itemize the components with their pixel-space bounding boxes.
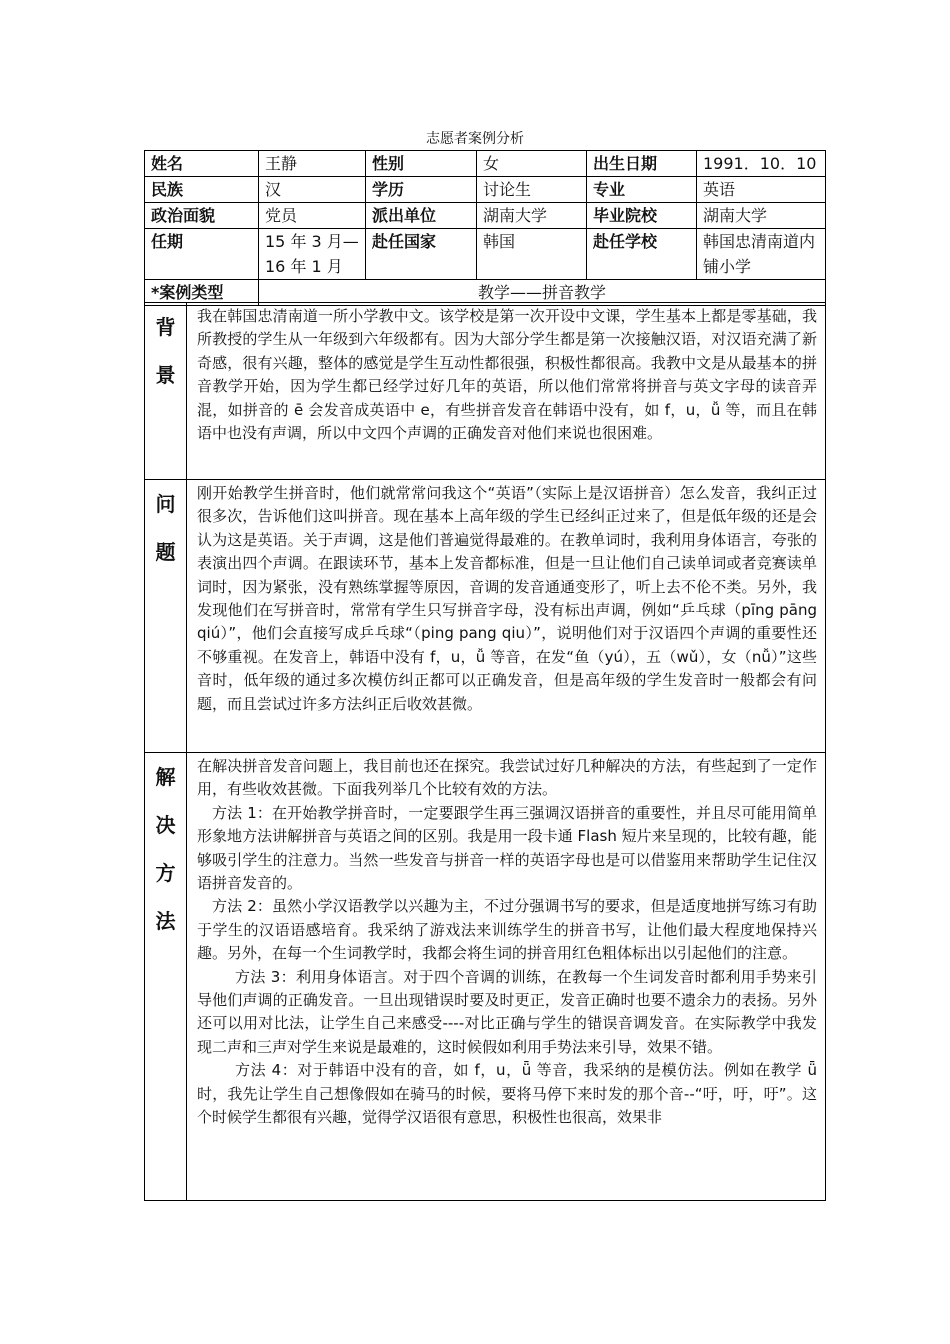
dob-value: 1991．10．10 xyxy=(697,151,826,177)
education-value: 讨论生 xyxy=(477,177,587,203)
education-label: 学历 xyxy=(366,177,477,203)
problem-heading xyxy=(145,480,187,753)
problem-paragraph: 刚开始教学生拼音时，他们就常常问我这个“英语”（实际上是汉语拼音）怎么发音，我纠正过很多次，告诉他们这叫拼音。现在基本上高年级的学生已经纠正过来了，但是低年级的还是会认为这是英语。关于声调，这是他们普遍觉得最难的。在教单词时，我利用身体语言，夸张的表演出四个声调。在跟读环节，基本上发音都标准，但是一旦让他们自己读单词或者竞赛读单词时，因为紧张，没有熟练掌握等原因，音调的发音通通变形了，听上去不伦不类。另外，我发现他们在写拼音时，常常有学生只写拼音字母，没有标出声调，例如“乒乓球（pīng pāng qiú）”，他们会直接写成乒乓球“（ping pang qiu）”，说明他们对于汉语四个声调的重要性还不够重视。在发音上，韩语中没有 f，u，ǚ 等音，在发“鱼（yú），五（wǔ），女（nǚ）”这些音时，低年级的通过多次模仿纠正都可以正确发音，但是高年级的学生发音时一般都会有问题，而且尝试过许多方法纠正后收效甚微。 xyxy=(197,484,817,713)
problem-text xyxy=(187,480,826,753)
dispatch-label: 派出单位 xyxy=(366,203,477,229)
background-paragraph: 我在韩国忠清南道一所小学教中文。该学校是第一次开设中文课，学生基本上都是零基础，我所教授的学生从一年级到六年级都有。因为大部分学生都是第一次接触汉语，对汉语充满了新奇感，很有兴趣，整体的感觉是学生互动性都很强，积极性都很高。我教中文是从最基本的拼音教学开始，因为学生都已经学过好几年的英语，所以他们常常将拼音与英文字母的读音弄混，如拼音的 ē 会发音成英语中 e，有些拼音发音在韩语中没有，如 f，u，ǚ 等，而且在韩语中也没有声调，所以中文四个声调的正确发音对他们来说也很困难。 xyxy=(197,307,817,443)
solution-heading-char-3: 方 xyxy=(155,861,176,885)
major-label: 专业 xyxy=(587,177,697,203)
gender-label: 性别 xyxy=(366,151,477,177)
solution-heading-char-2: 决 xyxy=(155,813,176,837)
problem-heading-char-2: 题 xyxy=(155,540,176,564)
background-heading-char-2: 景 xyxy=(155,363,176,387)
background-text xyxy=(187,303,826,480)
graduate-label: 毕业院校 xyxy=(587,203,697,229)
school-label: 赴任学校 xyxy=(587,229,697,280)
major-value: 英语 xyxy=(697,177,826,203)
political-label: 政治面貌 xyxy=(145,203,259,229)
solution-intro: 在解决拼音发音问题上，我目前也还在探究。我尝试过好几种解决的方法，有些起到了一定作用，有些收效甚微。下面我列举几个比较有效的方法。 xyxy=(197,757,817,799)
dispatch-value: 湖南大学 xyxy=(477,203,587,229)
profile-table xyxy=(144,150,826,306)
case-content-table xyxy=(144,302,826,1201)
country-value: 韩国 xyxy=(477,229,587,280)
case-type-value: 教学——拼音教学 xyxy=(259,280,826,306)
term-line-1: 15 年 3 月— xyxy=(265,232,359,251)
term-line-2: 16 年 1 月 xyxy=(265,257,343,276)
problem-heading-char-1: 问 xyxy=(155,492,176,516)
political-value: 党员 xyxy=(259,203,366,229)
name-value: 王静 xyxy=(259,151,366,177)
document-title: 志愿者案例分析 xyxy=(426,131,524,147)
gender-value: 女 xyxy=(477,151,587,177)
solution-method-4: 方法 4：对于韩语中没有的音，如 f，u，ǖ 等音，我采纳的是模仿法。例如在教学 ǖ 时，我先让学生自己想像假如在骑马的时候，要将马停下来时发的那个音--“吁，吁，吁”。这个时候学生都很有兴趣，觉得学汉语很有意思，积极性也很高，效果非 xyxy=(197,1061,817,1127)
solution-text xyxy=(187,753,826,1201)
ethnicity-label: 民族 xyxy=(145,177,259,203)
solution-heading xyxy=(145,753,187,1201)
graduate-value: 湖南大学 xyxy=(697,203,826,229)
solution-method-3: 方法 3：利用身体语言。对于四个音调的训练，在教每一个生词发音时都利用手势来引导他们声调的正确发音。一旦出现错误时要及时更正，发音正确时也要不遗余力的表扬。另外还可以用对比法，让学生自己来感受----对比正确与学生的错误音调发音。在实际教学中我发现二声和三声对学生来说是最难的，这时候假如利用手势法来引导，效果不错。 xyxy=(197,967,817,1056)
dob-label: 出生日期 xyxy=(587,151,697,177)
term-value xyxy=(259,229,366,280)
solution-method-2: 方法 2：虽然小学汉语教学以兴趣为主，不过分强调书写的要求，但是适度地拼写练习有助于学生的汉语语感培育。我采纳了游戏法来训练学生的拼音书写，让他们最大程度地保持兴趣。另外，在每一个生词教学时，我都会将生词的拼音用红色粗体标出以引起他们的注意。 xyxy=(197,897,817,963)
solution-method-1: 方法 1：在开始教学拼音时，一定要跟学生再三强调汉语拼音的重要性，并且尽可能用简单形象地方法讲解拼音与英语之间的区别。我是用一段卡通 Flash 短片来呈现的，比较有趣，能够吸引学生的注意力。当然一些发音与拼音一样的英语字母也是可以借鉴用来帮助学生记住汉语拼音发音的。 xyxy=(197,803,817,893)
case-type-label: *案例类型 xyxy=(145,280,259,306)
ethnicity-value: 汉 xyxy=(259,177,366,203)
school-value: 韩国忠清南道内铺小学 xyxy=(697,229,826,280)
background-heading xyxy=(145,303,187,480)
background-heading-char-1: 背 xyxy=(155,315,176,339)
solution-heading-char-4: 法 xyxy=(155,909,176,933)
term-label: 任期 xyxy=(145,229,259,280)
solution-heading-char-1: 解 xyxy=(155,765,176,789)
name-label: 姓名 xyxy=(145,151,259,177)
country-label: 赴任国家 xyxy=(366,229,477,280)
